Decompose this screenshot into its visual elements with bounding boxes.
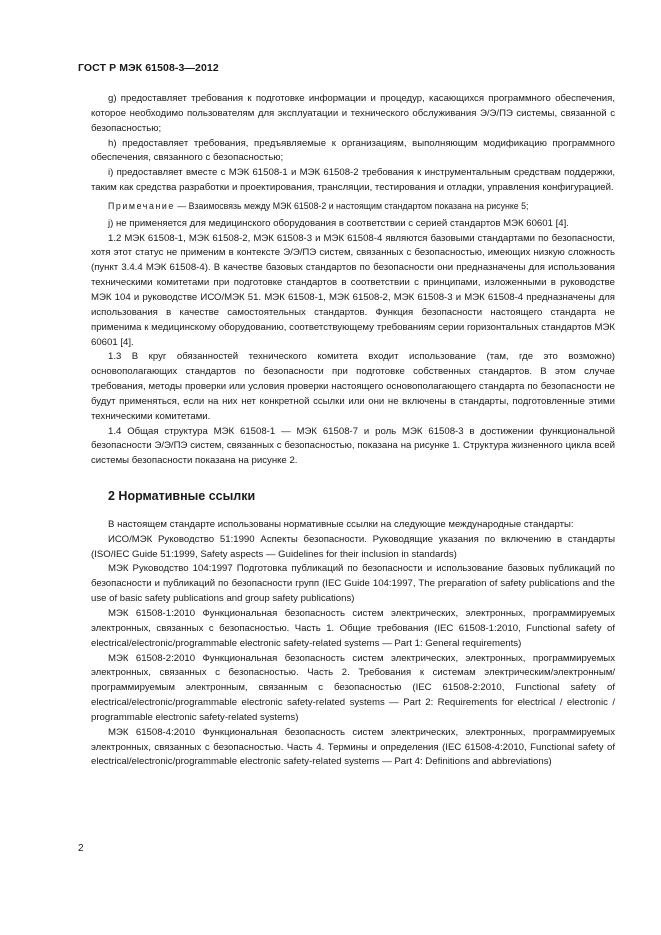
clause-1-2: 1.2 МЭК 61508-1, МЭК 61508-2, МЭК 61508-3 и МЭК 61508-4 являются базовыми стандартами по безопасности, хотя этот статус не применим в контексте Э/Э/ПЭ систем, связанных с безопасностью, имеющих низкую сложность (пункт 3.4.4 МЭК 61508-4). В качестве базовых стандартов по безопасности они предназначены для использования техническими комитетами при подготовке стандартов в соответствии с принципами, изложенными в руководстве МЭК 104 и руководстве ИСО/МЭК 51. МЭК 61508-1, МЭК 61508-2, МЭК 61508-3 и МЭК 61508-4 предназначены для использования в качестве самостоятельных стандартов. Функция безопасности настоящего стандарта не применима к медицинскому оборудованию, соответствующему требованиям серии горизонтальных стандартов МЭК 60601 [4]. [91, 232, 615, 348]
note-text: — Взаимосвязь между МЭК 61508-2 и настоящим стандартом показана на рисунке 5; [174, 200, 529, 211]
section-intro: В настоящем стандарте использованы нормативные ссылки на следующие международные стандарты: [108, 518, 574, 530]
clause-1-3: 1.3 В круг обязанностей технического комитета входит использование (там, где это возможно) основополагающих стандартов по безопасности при подготовке собственных стандартов. В этом случае требования, методы проверки или условия проверки настоящего основополагающего стандарта по безопасности не будут применяться, если на них нет конкретной ссылки или они не включены в стандарты, подготовленные этими техническими комитетами. [91, 351, 615, 422]
note-label: Примечание [108, 200, 175, 211]
list-item-i: i) предоставляет вместе с МЭК 61508-1 и МЭК 61508-2 требования к инструментальным средствам поддержки, таким как средства разработки и проектирования, трансляции, тестирования и отладки, управления конфигурацией. [91, 167, 615, 194]
reference-item: МЭК Руководство 104:1997 Подготовка публикаций по безопасности и использование базовых публикаций по безопасности и публикаций по безопасности групп (IEC Guide 104:1997, The preparation of safety publications and the use of basic safety publications and group safety publications) [91, 563, 615, 605]
list-item-g: g) предоставляет требования к подготовке информации и процедур, касающихся программного обеспечения, которое необходимо пользователям для эксплуатации и технического обслуживания Э/Э/ПЭ системы, связанной с безопасностью; [91, 93, 615, 134]
reference-item: ИСО/МЭК Руководство 51:1990 Аспекты безопасности. Руководящие указания по включению в стандарты (ISO/IEC Guide 51:1999, Safety aspects — Guidelines for their inclusion in standards) [91, 533, 615, 560]
document-body [91, 92, 615, 770]
clause-1-4: 1.4 Общая структура МЭК 61508-1 — МЭК 61508-7 и роль МЭК 61508-3 в достижении функциональной безопасности Э/Э/ПЭ систем, связанных с безопасностью, показана на рисунке 1. Структура жизненного цикла всей системы безопасности показана на рисунке 2. [91, 425, 615, 467]
page-number: 2 [78, 843, 84, 854]
reference-item: МЭК 61508-2:2010 Функциональная безопасность систем электрических, электронных, программируемых электронных, связанных с безопасностью. Часть 2. Требования к системам электрическим/электронным/программируемым электронным, связанным с безопасностью (IEC 61508-2:2010, Functional safety of electrical/electronic/programmable electronic safety-related systems — Part 2: Requirements for electrical / electronic / programmable electronic safety-related systems) [91, 652, 615, 723]
reference-item: МЭК 61508-4:2010 Функциональная безопасность систем электрических, электронных, программируемых электронных, связанных с безопасностью. Часть 4. Термины и определения (IEC 61508-4:2010, Functional safety of electrical/electronic/programmable electronic safety-related systems — Part 4: Definitions and abbreviations) [91, 726, 615, 768]
note [91, 199, 615, 214]
document-header: ГОСТ Р МЭК 61508-3—2012 [78, 62, 219, 74]
section-heading: 2 Нормативные ссылки [108, 489, 256, 504]
reference-item: МЭК 61508-1:2010 Функциональная безопасность систем электрических, электронных, программируемых электронных, связанных с безопасностью. Часть 1. Общие требования (IEC 61508-1:2010, Functional safety of electrical/electronic/programmable electronic safety-related systems — Part 1: General requirements) [91, 608, 615, 649]
list-item-j: j) не применяется для медицинского оборудования в соответствии с серией стандартов МЭК 60601 [4]. [108, 217, 569, 229]
list-item-h: h) предоставляет требования, предъявляемые к организациям, выполняющим модификацию программного обеспечения, связанного с безопасностью; [91, 137, 615, 164]
